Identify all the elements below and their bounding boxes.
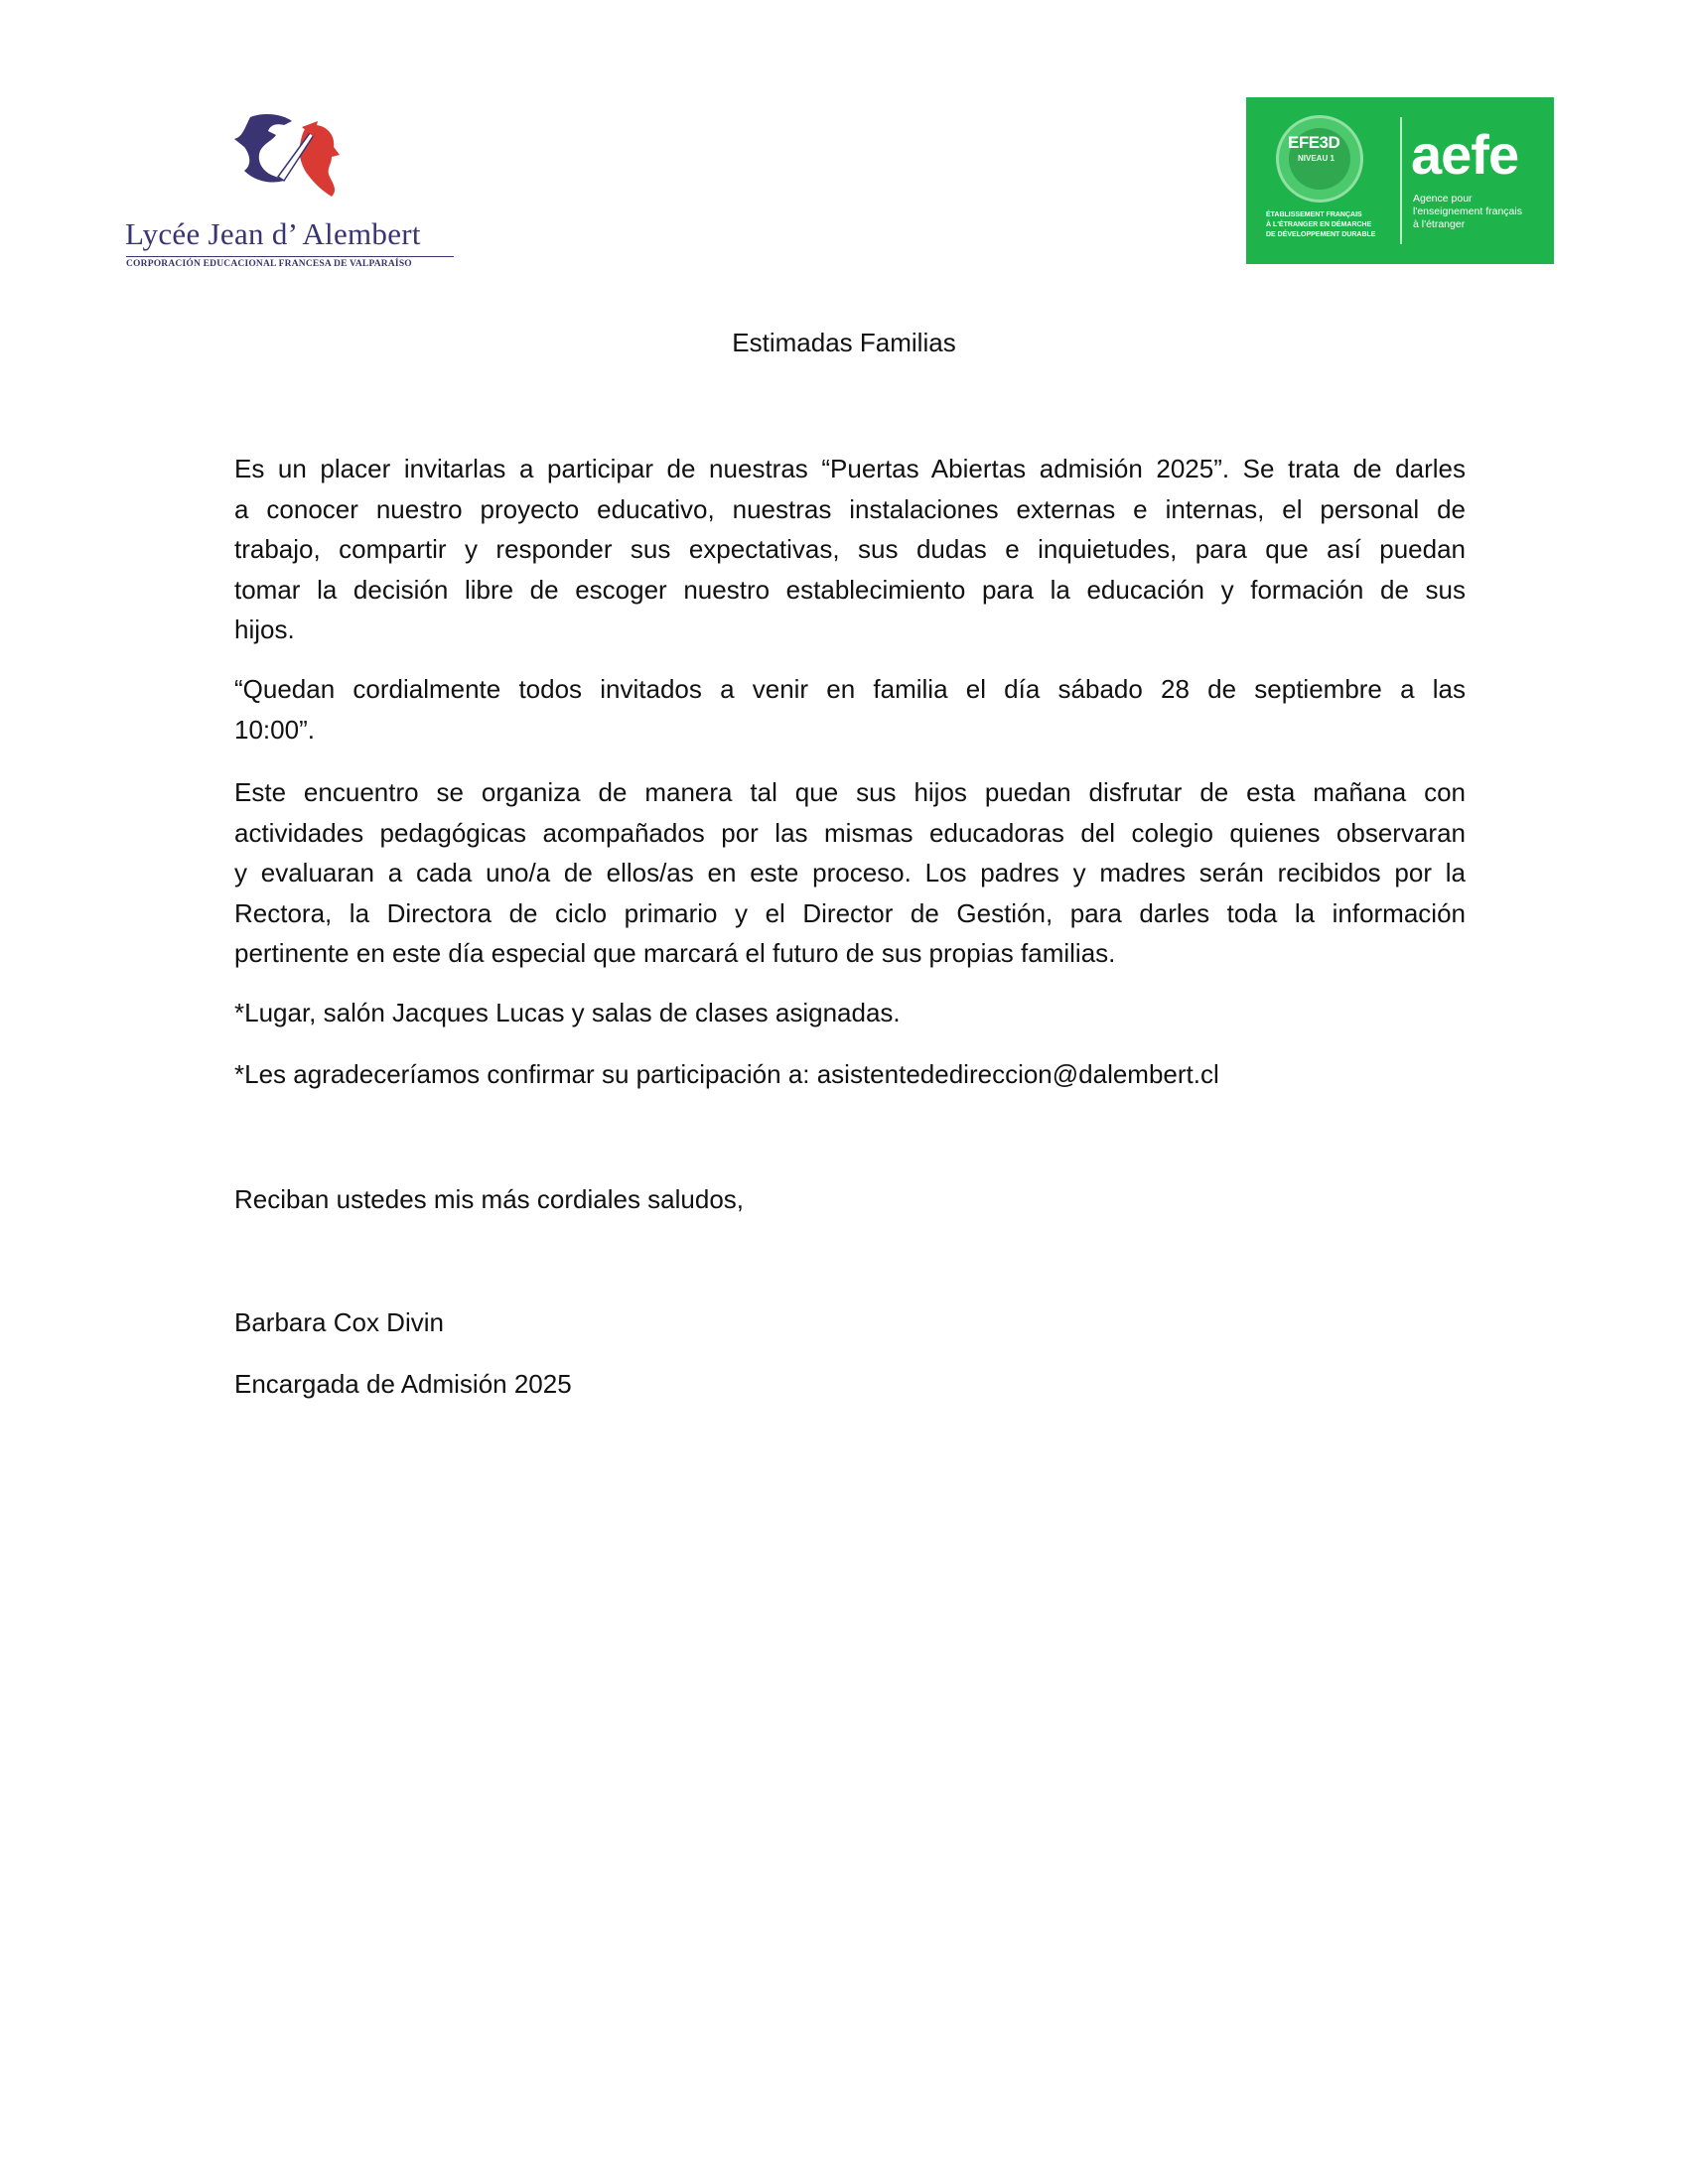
rsvp-note: *Les agradeceríamos confirmar su participación a: asistentededireccion@dalembert.cl bbox=[234, 1059, 1219, 1089]
salutation: Estimadas Familias bbox=[732, 328, 956, 357]
aefe-tagline: Agence pour l'enseignement français à l'étranger bbox=[1413, 193, 1522, 230]
efe3d-level: NIVEAU 1 bbox=[1298, 154, 1335, 163]
location-note: *Lugar, salón Jacques Lucas y salas de clases asignadas. bbox=[234, 998, 901, 1027]
signer-name: Barbara Cox Divin bbox=[234, 1307, 444, 1337]
school-emblem-icon bbox=[214, 111, 353, 210]
closing: Reciban ustedes mis más cordiales saludos, bbox=[234, 1184, 745, 1214]
efe3d-title: EFE3D bbox=[1288, 133, 1340, 152]
school-logo bbox=[125, 111, 453, 270]
logo-divider bbox=[1400, 117, 1402, 244]
paragraph-date: “Quedan cordialmente todos invitados a venir en familia el día sábado 28 de septiembre a las 10:00”. bbox=[234, 674, 1466, 745]
efe3d-description: ÉTABLISSEMENT FRANÇAIS À L'ÉTRANGER EN DÉMARCHE DE DÉVELOPPEMENT DURABLE bbox=[1266, 211, 1376, 238]
school-subtitle: CORPORACIÓN EDUCACIONAL FRANCESA DE VALPARAÍSO bbox=[126, 256, 454, 269]
paragraph-activities: Este encuentro se organiza de manera tal que sus hijos puedan disfrutar de esta mañana con actividades pedagógicas acompañados por las mismas educadoras del colegio quienes observaran y evaluaran a cada uno/a de ellos/as en este proceso. Los padres y madres serán recibidos por la Rectora, la Directora de ciclo primario y el Director de Gestión, para darles toda la información pertinente en este día especial que marcará el futuro de sus propias familias. bbox=[234, 777, 1466, 968]
signer-role: Encargada de Admisión 2025 bbox=[234, 1369, 572, 1399]
aefe-logo bbox=[1246, 97, 1554, 264]
aefe-wordmark: aefe bbox=[1411, 123, 1519, 186]
paragraph-invitation: Es un placer invitarlas a participar de nuestras “Puertas Abiertas admisión 2025”. Se trata de darles a conocer nuestro proyecto educativo, nuestras instalaciones externas e internas, el personal de trabajo, compartir y responder sus expectativas, sus dudas e inquietudes, para que así puedan tomar la decisión libre de escoger nuestro establecimiento para la educación y formación de sus hijos. bbox=[234, 454, 1466, 644]
school-name: Lycée Jean d’ Alembert bbox=[125, 216, 421, 251]
